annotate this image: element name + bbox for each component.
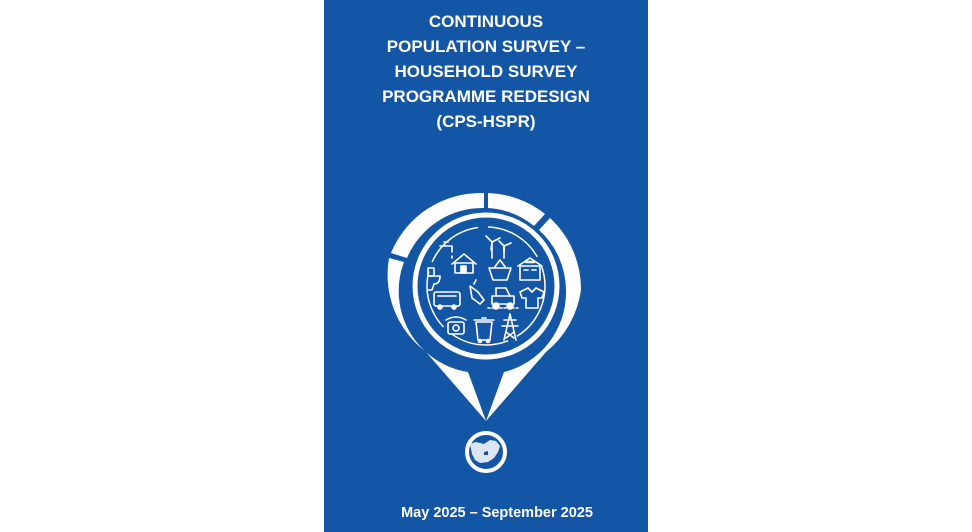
electricity-pylon-icon xyxy=(502,314,518,340)
hands-icon xyxy=(470,280,484,304)
clothing-icon xyxy=(520,288,544,308)
title-line: HOUSEHOLD SURVEY xyxy=(394,62,578,81)
house-icon xyxy=(452,254,476,273)
shop-icon xyxy=(518,258,542,280)
tractor-icon xyxy=(488,288,520,309)
toilet-icon xyxy=(428,268,440,290)
title-line: (CPS-HSPR) xyxy=(436,112,536,131)
shopping-basket-icon xyxy=(489,260,511,280)
title-line: POPULATION SURVEY – xyxy=(386,37,586,56)
survey-date-range: May 2025 – September 2025 xyxy=(401,505,593,521)
location-pin-graphic xyxy=(324,0,648,532)
south-africa-badge xyxy=(467,433,505,471)
rubbish-bin-icon xyxy=(474,318,494,343)
south-africa-map-icon xyxy=(470,440,500,463)
bus-icon xyxy=(434,292,460,309)
title-line: CONTINUOUS xyxy=(428,12,544,31)
wind-turbine-icon xyxy=(486,236,511,258)
telephone-icon xyxy=(446,317,466,334)
title-line: PROGRAMME REDESIGN xyxy=(382,87,590,106)
report-cover xyxy=(324,0,648,532)
water-tap-icon xyxy=(440,242,452,258)
